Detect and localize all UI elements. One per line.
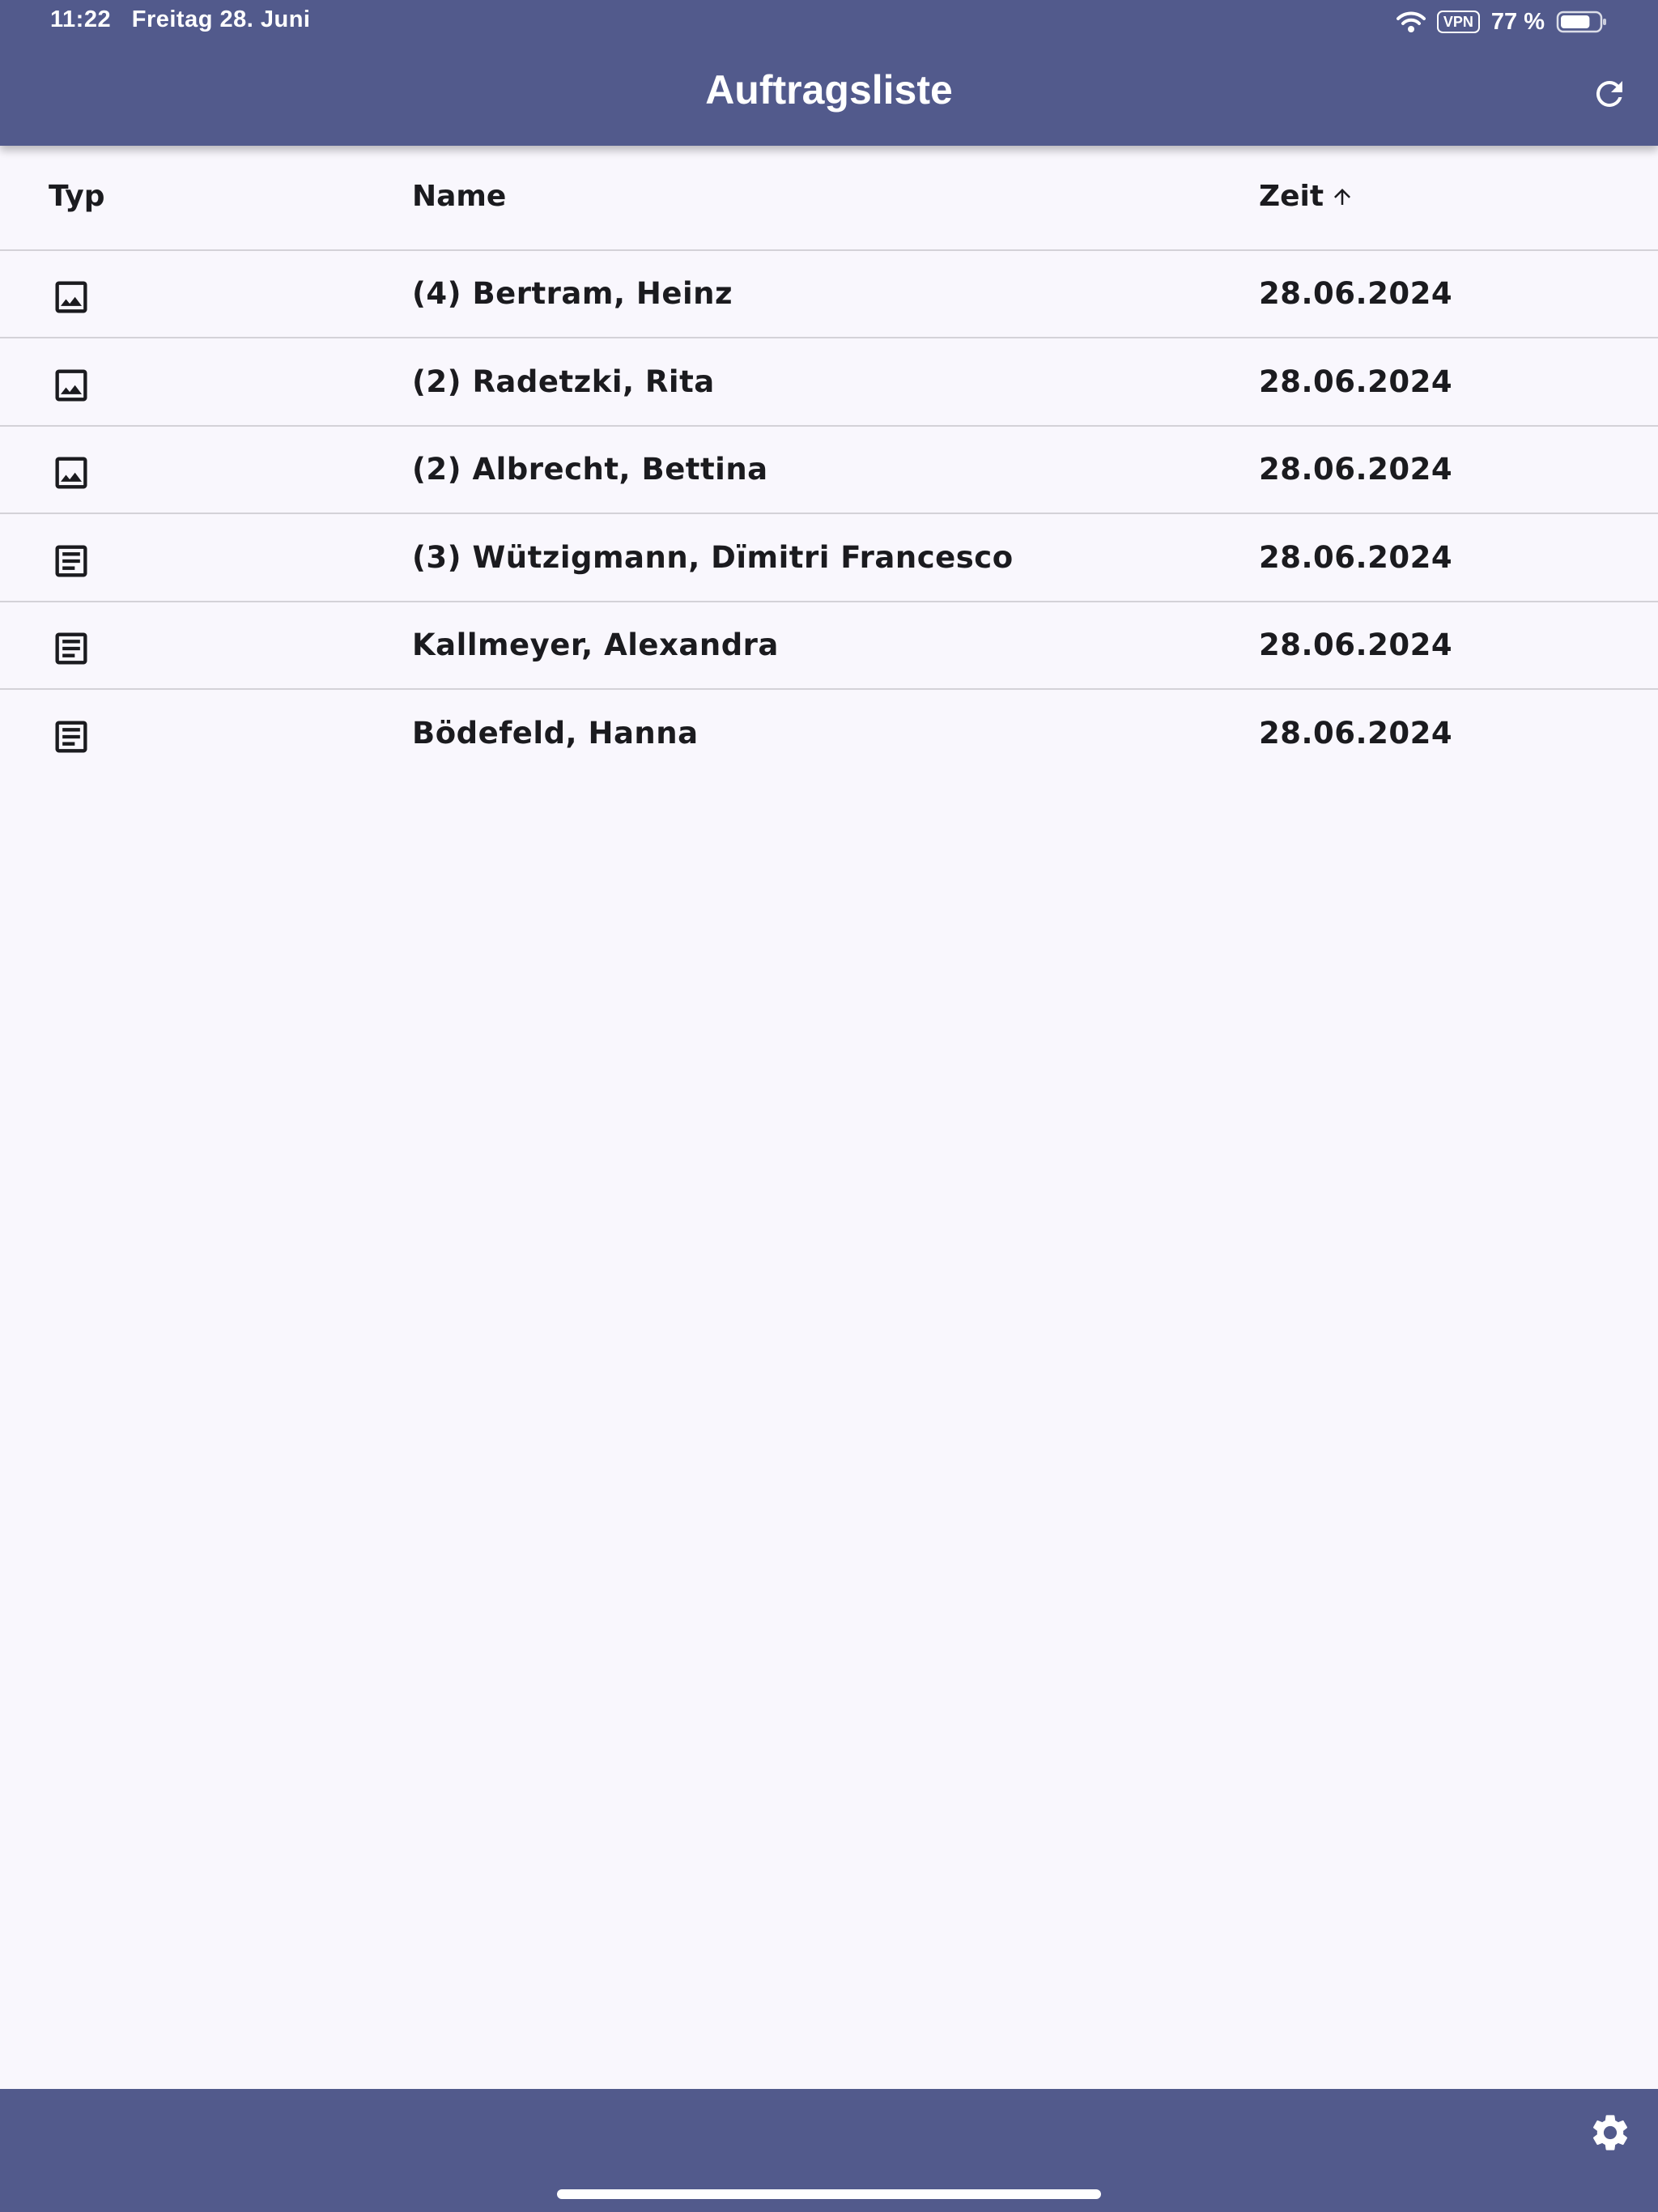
wifi-icon — [1397, 11, 1426, 33]
table-row[interactable] — [0, 250, 1658, 338]
column-header-type[interactable] — [49, 180, 105, 213]
home-indicator[interactable] — [557, 2189, 1101, 2199]
settings-button[interactable] — [1588, 2111, 1632, 2155]
bottom-bar — [0, 2089, 1658, 2212]
table-header — [0, 146, 1658, 251]
image-icon — [50, 452, 92, 494]
row-name: (2) Radetzki, Rita — [412, 364, 715, 399]
table-row[interactable] — [0, 602, 1658, 690]
row-time: 28.06.2024 — [1259, 540, 1453, 575]
status-date: Freitag 28. Juni — [131, 6, 311, 32]
battery-percentage: 77 % — [1490, 8, 1545, 35]
column-header-time[interactable] — [1259, 180, 1354, 213]
refresh-icon — [1590, 74, 1629, 113]
battery-icon — [1556, 11, 1608, 33]
table-row[interactable] — [0, 426, 1658, 514]
table-row[interactable] — [0, 338, 1658, 427]
status-bar-time — [50, 6, 310, 33]
gear-icon — [1588, 2111, 1632, 2155]
refresh-button[interactable] — [1590, 74, 1629, 113]
arrow-up-icon — [1330, 185, 1354, 209]
row-time: 28.06.2024 — [1259, 716, 1453, 751]
row-name: Bödefeld, Hanna — [412, 716, 699, 751]
document-icon — [50, 540, 92, 582]
row-name: (2) Albrecht, Bettina — [412, 452, 768, 487]
page-title: Auftragsliste — [705, 67, 953, 113]
column-header-name[interactable] — [412, 180, 506, 213]
row-name: Kallmeyer, Alexandra — [412, 627, 779, 662]
table-row[interactable] — [0, 514, 1658, 602]
row-name: (3) Wützigmann, Dïmitri Francesco — [412, 540, 1014, 575]
vpn-badge: VPN — [1437, 11, 1480, 33]
row-time: 28.06.2024 — [1259, 364, 1453, 399]
image-icon — [50, 364, 92, 406]
column-header-type-label: Typ — [49, 180, 105, 213]
status-bar-right — [1397, 8, 1608, 36]
status-time: 11:22 — [50, 6, 112, 32]
row-name: (4) Bertram, Heinz — [412, 276, 733, 311]
row-time: 28.06.2024 — [1259, 452, 1453, 487]
document-icon — [50, 627, 92, 670]
column-header-time-label: Zeit — [1259, 180, 1324, 213]
row-time: 28.06.2024 — [1259, 627, 1453, 662]
image-icon — [50, 276, 92, 318]
document-icon — [50, 716, 92, 758]
row-time: 28.06.2024 — [1259, 276, 1453, 311]
table-row[interactable] — [0, 690, 1658, 776]
column-header-name-label: Name — [412, 180, 507, 213]
app-header — [0, 0, 1658, 146]
